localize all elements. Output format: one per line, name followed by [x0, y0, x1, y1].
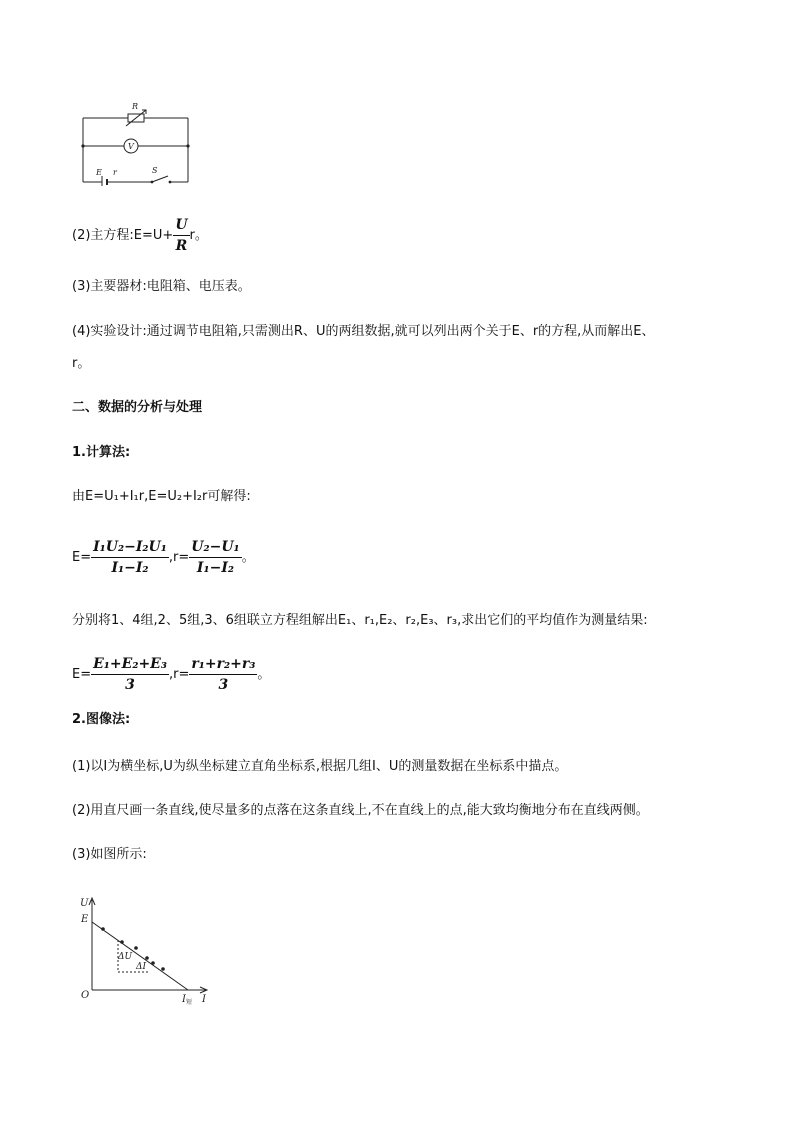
method1-text: 分别将1、4组,2、5组,3、6组联立方程组解出E₁、r₁,E₂、r₂,E₃、r₃,求出它们的平均值作为测量结果: [72, 613, 648, 628]
circuit-label-s: S [152, 166, 158, 175]
graph-i-short-label: $I_短$ [182, 994, 192, 1006]
graph-u-axis-label: U [80, 898, 89, 909]
main-equation: (2)主方程:E=U+ $\frac{U}{R}$ r。 [72, 217, 208, 254]
circuit-diagram [78, 100, 194, 186]
method1-intro: 由E=U₁+I₁r,E=U₂+I₂r可解得: [72, 489, 251, 504]
design-text-line2: r。 [72, 356, 91, 371]
method2-step3: (3)如图所示: [72, 847, 147, 862]
u-i-graph [76, 892, 216, 1010]
method2-step2: (2)用直尺画一条直线,使尽量多的点落在这条直线上,不在直线上的点,能大致均衡地分布在直线两侧。 [72, 803, 649, 818]
formula-average: E= $\frac{\text{E₁+E₂+E₃}}{3}$ ,r= $\frac{\text{r₁+r₂+r₃}}{3}$ 。 [72, 656, 271, 693]
formula-e-r: E= $\frac{\text{I₁U₂−I₂U₁}}{\text{I₁−I₂}}$ ,r= $\frac{\text{U₂−U₁}}{\text{I₁−I₂}}$ 。 [72, 539, 255, 576]
graph-i-axis-label: I [202, 994, 206, 1005]
circuit-label-e: E [96, 168, 102, 177]
section2-heading: 二、数据的分析与处理 [72, 400, 203, 415]
design-text-line1: (4)实验设计:通过调节电阻箱,只需测出R、U的两组数据,就可以列出两个关于E、r的方程,从而解出E、 [72, 324, 655, 339]
circuit-label-v: V [128, 142, 134, 151]
method2-step1: (1)以I为横坐标,U为纵坐标建立直角坐标系,根据几组I、U的测量数据在坐标系中描点。 [72, 759, 568, 774]
graph-e-label: E [81, 914, 89, 925]
equipment-text: (3)主要器材:电阻箱、电压表。 [72, 279, 251, 294]
graph-delta-i-label: ΔI [136, 962, 147, 972]
graph-delta-u-label: ΔU [118, 952, 133, 962]
method2-heading: 2.图像法: [72, 712, 131, 727]
circuit-label-small-r: r [113, 168, 117, 177]
circuit-label-r: R [132, 102, 139, 111]
graph-origin-label: O [81, 990, 90, 1001]
method1-heading: 1.计算法: [72, 445, 131, 460]
